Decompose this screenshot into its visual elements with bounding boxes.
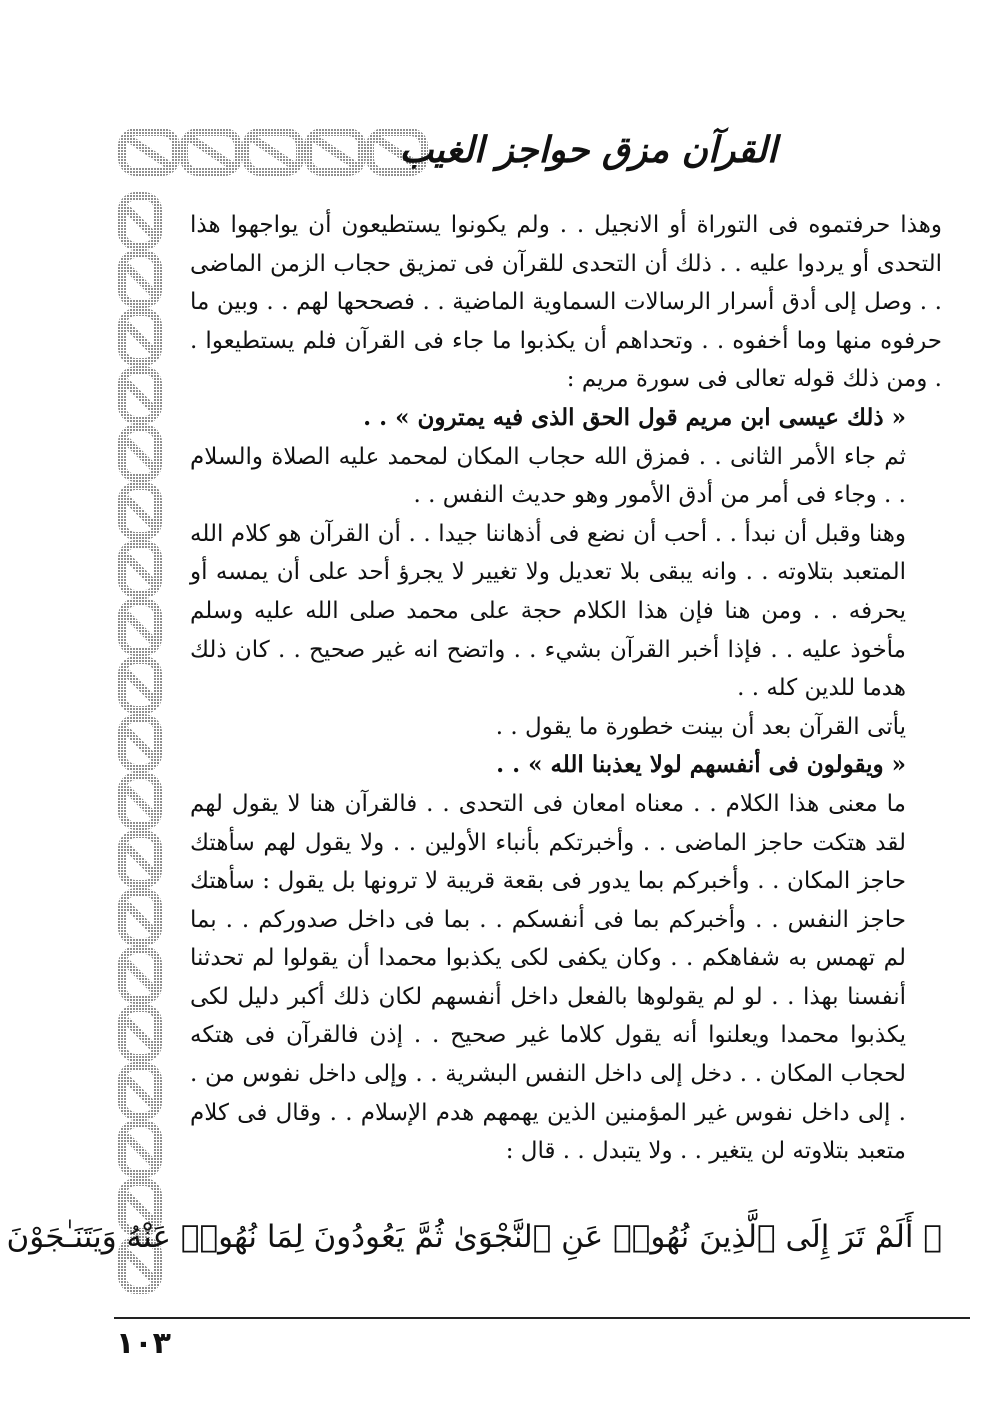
border-link [126,382,154,410]
border-link [126,904,154,932]
paragraph: وهذا حرفتموه فى التوراة أو الانجيل . . ولم يكونوا يستطيعون أن يواجهوا هذا التحدى أو يردوا عليه . . ذلك أن التحدى للقرآن فى تمزيق حجاب الزمن الماضى . . وصل إلى أدق أسرار الرسالات السماوية الماضية . . فصححها لهم . . وبين ما حرفوه منها وما أخفوه . . وتحداهم أن يكذبوا ما جاء فى القرآن فلم يستطيعوا . . ومن ذلك قوله تعالى فى سورة مريم : [190,212,942,393]
paragraph: وهنا وقبل أن نبدأ . . أحب أن نضع فى أذهاننا جيدا . . أن القرآن هو كلام الله المتعبد بتلاوته . . وانه يبقى بلا تعديل ولا تغيير لا يجرؤ أحد على أن يمسه أو يحرفه . . ومن هنا فإن هذا الكلام حجة على محمد صلى الله عليه وسلم مأخوذ عليه . . فإذا أخبر القرآن بشيء . . واتضح انه غير صحيح . . كان ذلك هدما للدين كله . . [190,520,906,702]
border-link [126,672,154,700]
border-link [126,208,154,236]
border-link [126,1078,154,1106]
page-title: القرآن مزق حواجز الغيب [399,130,777,171]
paragraph: يأتى القرآن بعد أن بينت خطورة ما يقول . . [495,713,906,740]
page-number: ١٠٣ [116,1326,171,1361]
quran-verse: ﴿ أَلَمْ تَرَ إِلَى ٱلَّذِينَ نُهُوا۟ عَنِ ٱلنَّجْوَىٰ ثُمَّ يَعُودُونَ لِمَا نُهُوا۟ عَنْهُ وَيَتَنَـٰجَوْنَ [6,1219,942,1255]
quran-quote: « ويقولون فى أنفسهم لولا يعذبنا الله » . . [496,751,906,779]
paragraph: ثم جاء الأمر الثانى . . فمزق الله حجاب المكان لمحمد عليه الصلاة والسلام . . وجاء فى أمر من أدق الأمور وهو حديث النفس . . [190,443,906,509]
border-link [126,556,154,584]
border-link [126,440,154,468]
border-link [126,962,154,990]
border-link [126,614,154,642]
border-link [126,498,154,526]
border-link [314,138,356,166]
border-link [190,138,232,166]
border-link [126,1020,154,1048]
paragraph: ما معنى هذا الكلام . . معناه امعان فى التحدى . . فالقرآن هنا لا يقول لهم لقد هتكت حاجز الماضى . . وأخبرتكم بأنباء الأولين . . ولا يقول لهم سأهتك حاجز المكان . . وأخبركم بما يدور فى بقعة قريبة لا ترونها بل يقول : سأهتك حاجز النفس . . وأخبركم بما فى أنفسكم . . بما فى داخل صدوركم . . بما لم تهمس به شفاهكم . . وكان يكفى لكى يكذبوا محمدا أن يقولوا لم تحدثنا أنفسنا بهذا . . لو لم يقولوها بالفعل داخل أنفسهم لكان ذلك أكبر دليل لكى يكذبوا محمدا ويعلنوا أنه يقول كلاما غير صحيح . . إذن فالقرآن فى هتكه لحجاب المكان . . دخل إلى داخل النفس البشرية . . وإلى داخل نفوس من . . إلى داخل نفوس غير المؤمنين الذين يهمهم هدم الإسلام . . وقال فى كلام متعبد بتلاوته لن يتغير . . ولا يتبدل . . قال : [190,790,906,1165]
border-link [126,266,154,294]
body-text [190,206,942,1171]
quran-quote: « ذلك عيسى ابن مريم قول الحق الذى فيه يمترون » . . [363,403,906,431]
border-link [126,1136,154,1164]
border-link [126,730,154,758]
border-link [126,324,154,352]
border-link [126,846,154,874]
border-link [128,138,170,166]
border-link [252,138,294,166]
border-link [126,788,154,816]
footer-rule [114,1317,970,1319]
